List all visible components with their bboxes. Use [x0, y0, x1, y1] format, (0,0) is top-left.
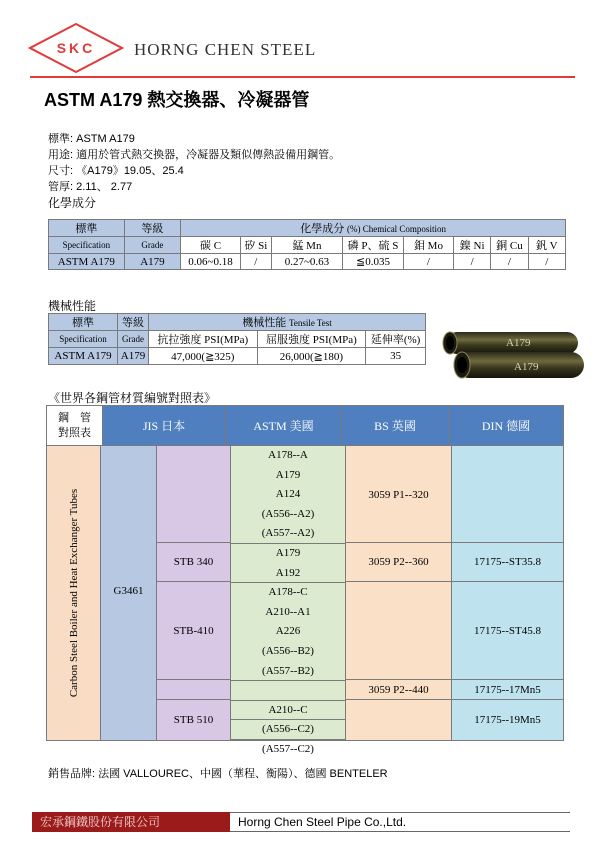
chem-h-grade: 等級: [124, 220, 180, 237]
pipe-label-top: A179: [506, 337, 531, 349]
mech-row: ASTM A179 A179 47,000(≧325) 26,000(≧180) 35: [49, 348, 426, 365]
footer-left: 宏承鋼鐵股份有限公司: [32, 812, 230, 832]
info-block: [48, 131, 340, 211]
chem-table: 標準 等級 化學成分 (%) Chemical Composition Specification Grade 碳 C 矽 Si 錳 Mn 磷 P、硫 S 鉬 Mo 鎳 Ni 銅 Cu 釩 V ASTM A179 A179 0.06~0.18 / 0.27~0.63 ≦0.035 / / / /: [48, 219, 566, 270]
info-thickness: 管厚: 2.11、 2.77: [48, 181, 133, 193]
pipe-label-bottom: A179: [514, 361, 539, 373]
chem-h-comp-en: (%) Chemical Composition: [346, 224, 446, 234]
info-usage: 用途: 適用於管式熱交換器，冷凝器及類似傳熱設備用鋼管。: [48, 149, 341, 161]
chem-h-grade-en: Grade: [124, 237, 180, 254]
side-label: Carbon Steel Boiler and Heat Exchanger Tubes: [67, 488, 80, 698]
bs-p2-440: 3059 P2--440: [346, 680, 452, 700]
chem-section-title: 化學成分: [48, 196, 97, 210]
g-number-cell: [101, 445, 157, 741]
bs-p1-320: 3059 P1--320: [346, 445, 452, 543]
g-number: G3461: [113, 585, 144, 597]
compare-h-astm: ASTM 美國: [226, 406, 342, 446]
chem-row: ASTM A179 A179 0.06~0.18 / 0.27~0.63 ≦0.035 / / / /: [49, 254, 566, 270]
logo-text: SKC: [56, 40, 96, 56]
compare-h-bs: BS 英國: [342, 406, 449, 446]
stb340: STB 340: [157, 543, 231, 582]
mech-section-title: 機械性能: [48, 299, 97, 313]
stb410: STB-410: [157, 582, 231, 680]
astm-column: A178--A A179 A124 (A556--A2) (A557--A2) A179 A192 A178--C A210--A1 A226 (A556--B2) (A557--B2) A210--C (A556--C2) (A557--C2): [231, 445, 346, 741]
skc-logo: [28, 22, 124, 74]
side-label-cell: [46, 445, 101, 741]
pipe-illustration: [436, 328, 586, 384]
compare-h-jis: JIS 日本: [103, 406, 226, 446]
info-standard: 標準: ASTM A179: [48, 133, 135, 145]
brands-line: 銷售品牌: 法國 VALLOUREC、中國（華程、衡陽）、德國 BENTELER: [48, 768, 388, 780]
chem-h-std: 標準: [49, 220, 125, 237]
info-size: 尺寸: 《A179》19.05、25.4: [48, 165, 184, 177]
bs-p2-360: 3059 P2--360: [346, 543, 452, 582]
company-name: HORNG CHEN STEEL: [134, 40, 317, 59]
chem-h-comp: 化學成分: [300, 223, 345, 235]
din-st45: 17175--ST45.8: [452, 582, 564, 680]
page-title: ASTM A179 熱交換器、冷凝器管: [44, 90, 310, 110]
din-st35: 17175--ST35.8: [452, 543, 564, 582]
mech-table: 標準 等級 機械性能 Tensile Test Specification Grade 抗拉強度 PSI(MPa) 屈服強度 PSI(MPa) 延伸率(%) ASTM A179 A179 47,000(≧325) 26,000(≧180) 35: [48, 313, 426, 365]
din-17mn5: 17175--17Mn5: [452, 680, 564, 700]
footer-right: Horng Chen Steel Pipe Co.,Ltd.: [230, 812, 570, 832]
chem-h-std-en: Specification: [49, 237, 125, 254]
stb510: STB 510: [157, 700, 231, 741]
compare-table: [46, 405, 564, 755]
compare-caption: 《世界各鋼管材質編號對照表》: [48, 391, 217, 405]
din-19mn5: 17175--19Mn5: [452, 700, 564, 741]
header-rule: [30, 76, 575, 78]
compare-corner: 鋼 管 對照表: [47, 406, 103, 446]
compare-h-din: DIN 德國: [449, 406, 564, 446]
